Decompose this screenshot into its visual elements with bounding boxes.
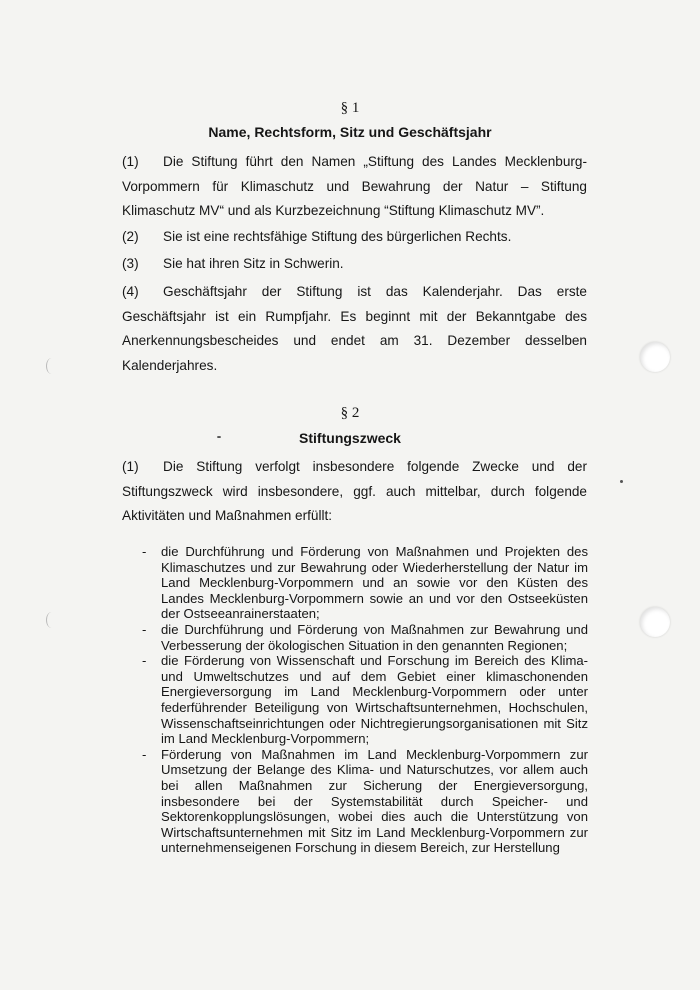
scan-artifact xyxy=(46,358,57,374)
paragraph-text: Sie ist eine rechtsfähige Stiftung des bürgerlichen Rechts. xyxy=(163,229,512,244)
section-1-paragraph-3 xyxy=(122,252,587,277)
paragraph-text: Sie hat ihren Sitz in Schwerin. xyxy=(163,256,344,271)
paragraph-text: Geschäftsjahr der Stiftung ist das Kalenderjahr. Das erste Geschäftsjahr ist ein Rumpfjahr. Es beginnt mit der Bekanntgabe des Anerkennungsbescheides und endet am 31. Dezember desselben Kalenderjahres. xyxy=(122,284,587,373)
list-item: - die Durchführung und Förderung von Maßnahmen und Projekten des Klimaschutzes und zur Bewahrung oder Wiederherstellung der Natur im Land Mecklenburg-Vorpommern und an sowie vor den Küsten des Landes Mecklenburg-Vorpommern sowie an und vor den Ostseeküsten der Ostseeanrainerstaaten; xyxy=(140,544,588,622)
paragraph-number: (1) xyxy=(122,154,139,169)
paragraph-text: Die Stiftung führt den Namen „Stiftung des Landes Mecklenburg-Vorpommern für Klimaschutz und Bewahrung der Natur – Stiftung Klimaschutz MV“ und als Kurzbezeichnung “Stiftung Klimaschutz MV”. xyxy=(122,154,587,219)
list-item: - Förderung von Maßnahmen im Land Mecklenburg-Vorpommern zur Umsetzung der Belange des Klima- und Naturschutzes, vor allem auch bei allen Maßnahmen zur Sicherung der Energieversorgung, insbesondere bei der Systemstabilität durch Speicher- und Sektorenkopplungslösungen, wobei dies auch die Unterstützung von Wirtschaftsunternehmen mit Sitz im Land Mecklenburg-Vorpommern zur unternehmenseigenen Forschung in diesem Bereich, zur Herstellung xyxy=(140,747,588,856)
list-item: - die Förderung von Wissenschaft und Forschung im Bereich des Klima- und Umweltschutzes und auf dem Gebiet einer klimaschonenden Energieversorgung im Land Mecklenburg-Vorpommern oder unter federführender Beteiligung von Wirtschaftsunternehmen, Hochschulen, Wissenschaftseinrichtungen oder Nichtregierungsorganisationen mit Sitz im Land Mecklenburg-Vorpommern; xyxy=(140,653,588,747)
paragraph-number: (2) xyxy=(122,229,139,244)
scan-speck xyxy=(620,480,623,483)
paragraph-number: (4) xyxy=(122,284,139,299)
punch-hole xyxy=(640,607,670,637)
section-1-title: Name, Rechtsform, Sitz und Geschäftsjahr xyxy=(208,124,492,140)
purpose-list xyxy=(140,544,588,856)
section-2-paragraph-1 xyxy=(122,455,587,529)
paragraph-number: (3) xyxy=(122,256,139,271)
paragraph-text: Die Stiftung verfolgt insbesondere folgende Zwecke und der Stiftungszweck wird insbesondere, ggf. auch mittelbar, durch folgende Aktivitäten und Maßnahmen erfüllt: xyxy=(122,459,587,524)
scan-speck xyxy=(217,436,221,438)
punch-hole xyxy=(640,342,670,372)
paragraph-number: (1) xyxy=(122,459,139,474)
list-item: - die Durchführung und Förderung von Maßnahmen zur Bewahrung und Verbesserung der ökologischen Situation in den genannten Regionen; xyxy=(140,622,588,653)
section-2-title: Stiftungszweck xyxy=(299,430,401,446)
section-1-paragraph-4 xyxy=(122,280,587,378)
scan-artifact xyxy=(46,612,57,628)
section-1-mark: § 1 xyxy=(340,100,360,116)
section-2-mark: § 2 xyxy=(340,405,360,421)
section-1-paragraph-2 xyxy=(122,225,587,250)
section-1-paragraph-1 xyxy=(122,150,587,224)
